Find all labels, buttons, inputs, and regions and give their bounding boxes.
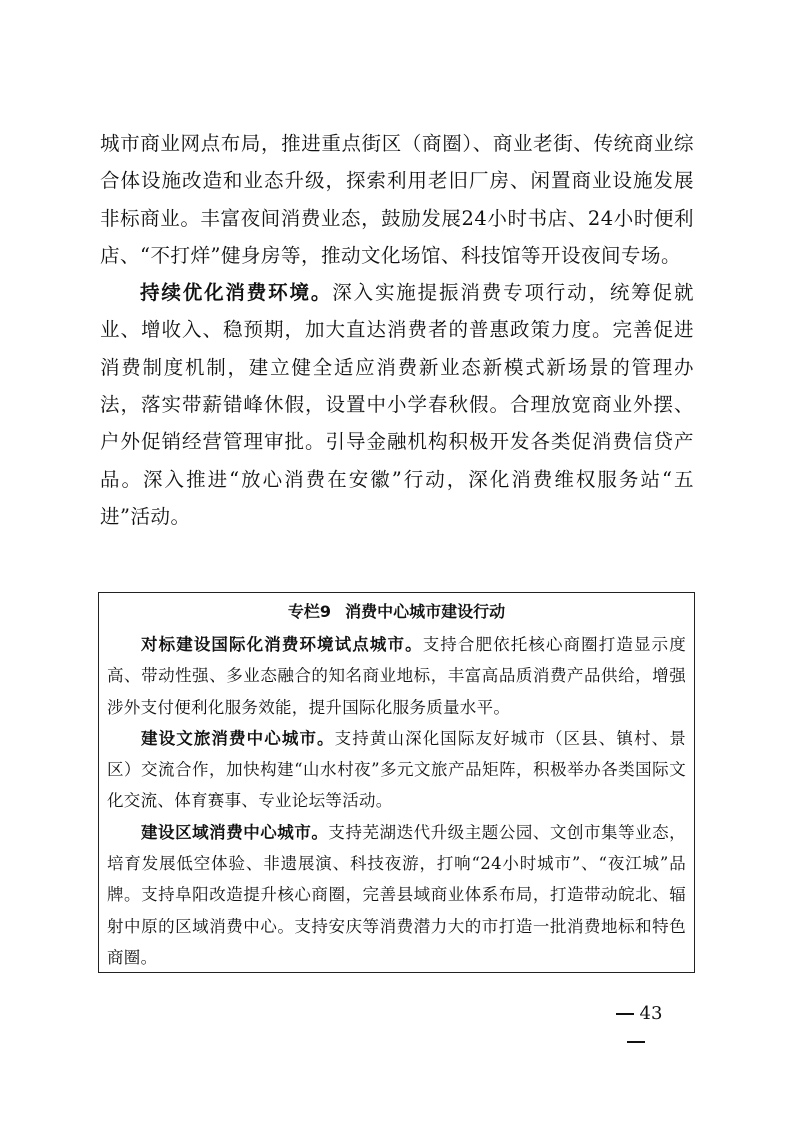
column-item: [107, 817, 686, 973]
body-text: [100, 125, 694, 535]
column-item-lead: 对标建设国际化消费环境试点城市。: [141, 635, 423, 654]
column-item-text: 支持芜湖迭代升级主题公园、文创市集等业态，培育发展低空体验、非遗展演、科技夜游，打响“24小时城市”、“夜江城”品牌。支持阜阳改造提升核心商圈，完善县域商业体系布局，打造带动皖北、辐射中原的区域消费中心。支持安庆等消费潜力大的市打造一批消费地标和特色商圈。: [107, 822, 686, 967]
page-number: [598, 1000, 674, 1028]
paragraph-2-lead: 持续优化消费环境。: [140, 281, 333, 305]
column-item: [107, 629, 686, 723]
page-number-value: 43: [639, 1003, 663, 1024]
column-box: [98, 592, 695, 973]
page-number-dash-right: [627, 1041, 645, 1043]
column-item-text: 支持合肥依托核心商圈打造显示度高、带动性强、多业态融合的知名商业地标，丰富高品质消费产品供给，增强涉外支付便利化服务效能，提升国际化服务质量水平。: [107, 635, 686, 717]
page-number-dash-left: [616, 1013, 634, 1015]
column-item-lead: 建设文旅消费中心城市。: [141, 728, 335, 748]
column-item: [107, 723, 686, 817]
paragraph-1: 城市商业网点布局，推进重点街区（商圈）、商业老街、传统商业综合体设施改造和业态升级，探索利用老旧厂房、闲置商业设施发展非标商业。丰富夜间消费业态，鼓励发展24小时书店、24小时便利店、“不打烊”健身房等，推动文化场馆、科技馆等开设夜间专场。: [100, 132, 694, 267]
column-box-heading: 消费中心城市建设行动: [345, 602, 506, 621]
paragraph-2-text: 深入实施提振消费专项行动，统筹促就业、增收入、稳预期，加大直达消费者的普惠政策力度。完善促进消费制度机制，建立健全适应消费新业态新模式新场景的管理办法，落实带薪错峰休假，设置中小学春秋假。合理放宽商业外摆、户外促销经营管理审批。引导金融机构积极开发各类促消费信贷产品。深入推进“放心消费在安徽”行动，深化消费维权服务站“五进”活动。: [100, 281, 694, 528]
column-box-title: [107, 597, 686, 627]
column-box-label: 专栏9: [287, 602, 332, 621]
column-item-lead: 建设区域消费中心城市。: [141, 822, 329, 842]
column-item-text: 支持黄山深化国际友好城市（区县、镇村、景区）交流合作，加快构建“山水村夜”多元文旅产品矩阵，积极举办各类国际文化交流、体育赛事、专业论坛等活动。: [107, 728, 686, 811]
paragraph-2: [100, 274, 694, 535]
